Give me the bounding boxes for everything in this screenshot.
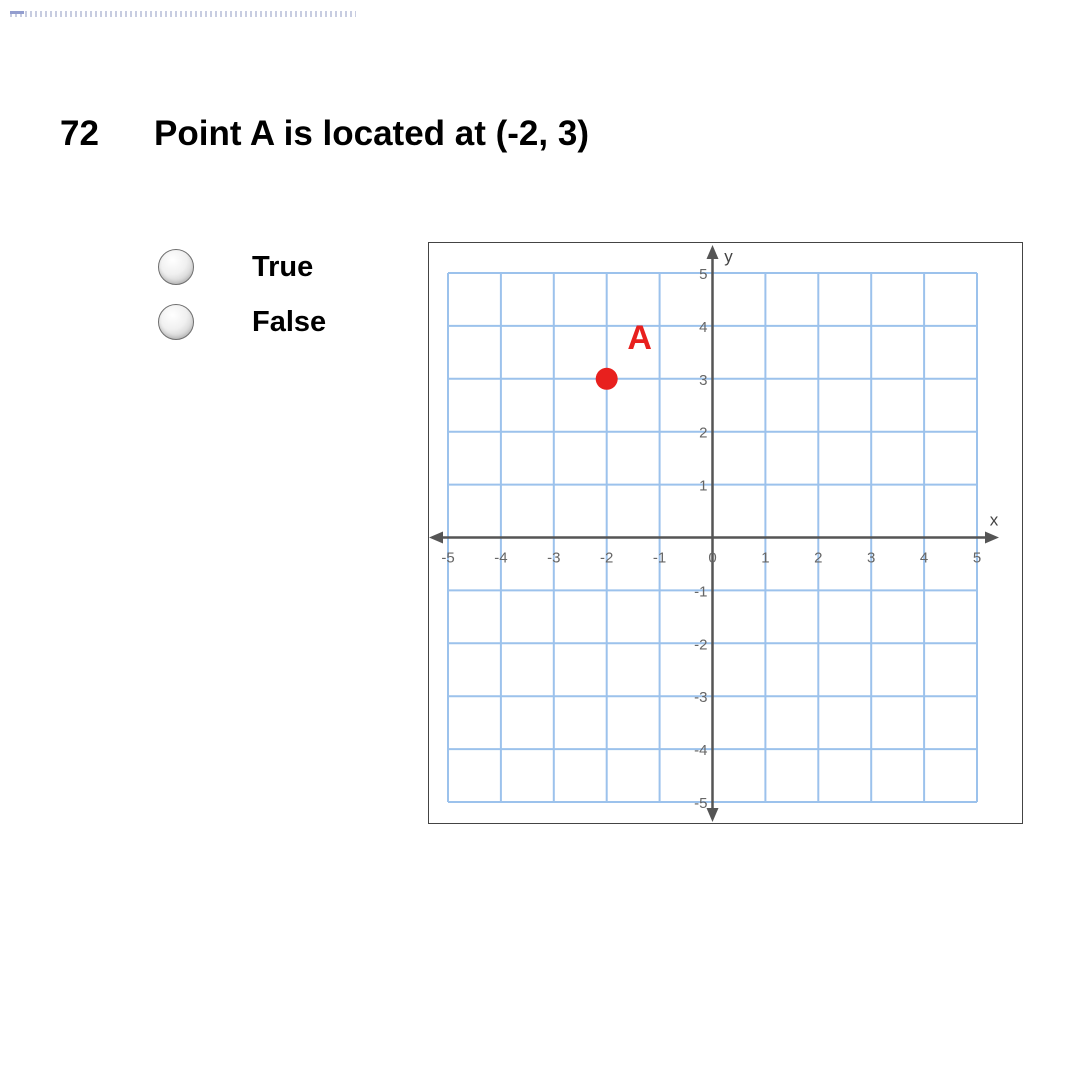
radio-button-true[interactable] xyxy=(158,249,194,285)
y-tick-label: 1 xyxy=(699,477,708,495)
y-tick-label: 2 xyxy=(699,424,708,442)
y-tick-label: 5 xyxy=(699,266,708,283)
y-tick-label: 4 xyxy=(699,318,708,336)
y-axis-down-arrow xyxy=(707,808,719,822)
radio-button-false[interactable] xyxy=(158,304,194,340)
question-text: Point A is located at (-2, 3) xyxy=(154,114,589,153)
question-number: 72 xyxy=(60,114,99,153)
option-label-true: True xyxy=(252,251,314,283)
coordinate-grid xyxy=(428,242,1023,824)
option-false[interactable] xyxy=(158,302,327,342)
x-tick-label: 0 xyxy=(708,549,717,567)
option-label-false: False xyxy=(252,306,327,338)
y-axis-label: y xyxy=(724,247,733,266)
x-tick-label: 1 xyxy=(761,549,770,567)
y-tick-label: -4 xyxy=(694,742,708,760)
x-tick-label: -5 xyxy=(441,549,455,567)
option-true[interactable] xyxy=(158,247,314,287)
x-tick-label: 2 xyxy=(814,549,823,567)
x-tick-label: -2 xyxy=(600,549,614,567)
point-a-marker xyxy=(596,368,618,390)
x-axis-left-arrow xyxy=(429,532,443,544)
coordinate-plane-svg xyxy=(429,243,1022,823)
y-axis-up-arrow xyxy=(707,245,719,259)
top-decorative-strip xyxy=(10,11,356,17)
x-tick-label: 3 xyxy=(867,549,876,567)
x-tick-label: -4 xyxy=(494,549,508,567)
point-a-label: A xyxy=(627,318,652,357)
y-tick-label: -5 xyxy=(694,795,708,812)
x-tick-label: -1 xyxy=(652,549,667,567)
y-tick-label: 3 xyxy=(699,371,708,389)
y-tick-label: -2 xyxy=(694,636,708,654)
y-tick-label: -3 xyxy=(694,689,708,707)
x-tick-label: 5 xyxy=(972,549,982,567)
x-tick-label: 4 xyxy=(919,549,929,567)
x-tick-label: -3 xyxy=(547,549,561,567)
y-tick-label: -1 xyxy=(694,583,708,601)
x-axis-label: x xyxy=(989,510,999,530)
x-axis-right-arrow xyxy=(985,532,999,544)
